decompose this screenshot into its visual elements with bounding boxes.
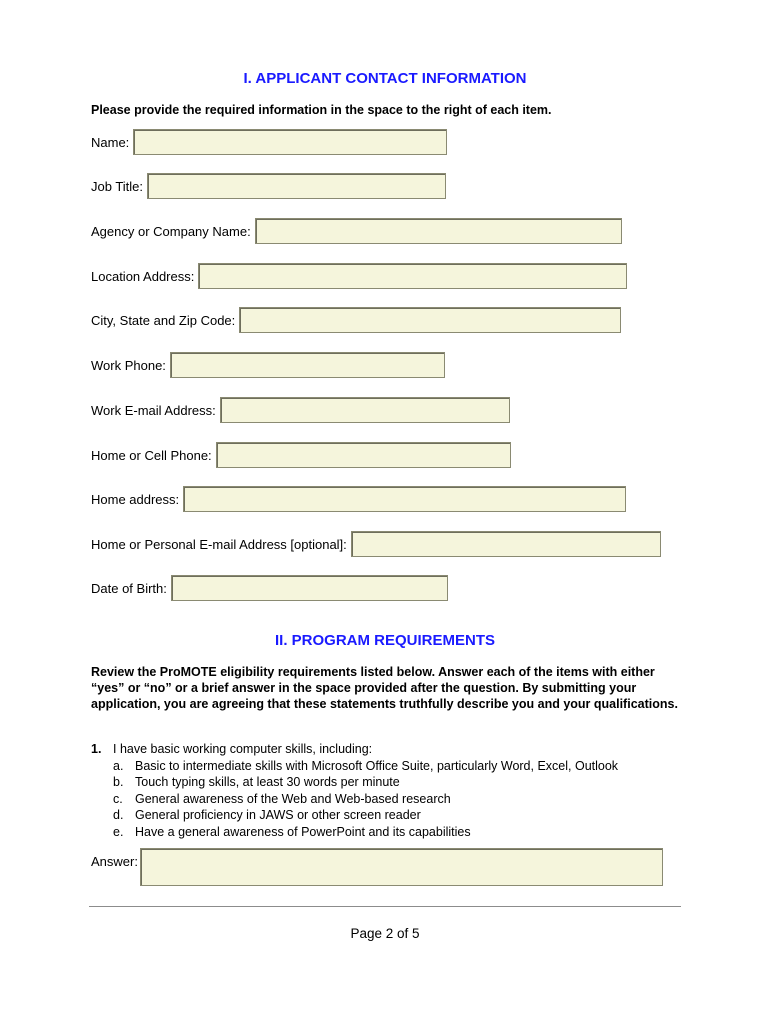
date-of-birth-row [91, 573, 448, 603]
list-item [113, 774, 618, 790]
location-address-row [91, 261, 627, 291]
company-row [91, 216, 622, 246]
city-state-zip-row [91, 305, 621, 335]
job-title-row [91, 171, 446, 201]
work-phone-field[interactable] [170, 352, 445, 378]
list-item [113, 824, 618, 840]
home-cell-phone-field[interactable] [216, 442, 511, 468]
footer-divider [89, 906, 681, 907]
home-cell-phone-label: Home or Cell Phone: [91, 447, 212, 463]
list-letter: b. [113, 775, 124, 790]
list-letter: c. [113, 791, 123, 806]
home-cell-phone-row [91, 440, 511, 470]
requirements-intro: Review the ProMOTE eligibility requirements listed below. Answer each of the items with either “yes” or “no” or a brief answer in the space provided after the question. By submitting your application, you are agreeing that these statements truthfully describe you and your qualifications. [91, 665, 678, 711]
company-field[interactable] [255, 218, 622, 244]
work-phone-row [91, 350, 445, 380]
work-email-label: Work E-mail Address: [91, 402, 216, 418]
work-phone-label: Work Phone: [91, 357, 166, 373]
name-row [91, 127, 447, 157]
section-heading-contact: I. APPLICANT CONTACT INFORMATION [243, 70, 527, 87]
list-item [113, 791, 618, 807]
list-text: General awareness of the Web and Web-based research [135, 791, 451, 806]
list-item [113, 807, 618, 823]
section-heading-requirements: II. PROGRAM REQUIREMENTS [274, 632, 495, 649]
answer-field[interactable] [140, 848, 663, 886]
requirement-item-1 [91, 742, 372, 756]
work-email-field[interactable] [220, 397, 510, 423]
list-letter: e. [113, 824, 124, 839]
list-text: Have a general awareness of PowerPoint and its capabilities [135, 824, 471, 839]
personal-email-label: Home or Personal E-mail Address [optional]: [91, 536, 347, 552]
personal-email-field[interactable] [351, 531, 661, 557]
location-address-field[interactable] [198, 263, 627, 289]
location-address-label: Location Address: [91, 268, 195, 284]
home-address-label: Home address: [91, 491, 180, 507]
work-email-row [91, 395, 510, 425]
answer-label: Answer: [91, 854, 138, 869]
answer-row [91, 848, 663, 886]
list-text: General proficiency in JAWS or other screen reader [135, 808, 421, 823]
list-letter: a. [113, 759, 124, 773]
page-number: Page 2 of 5 [350, 926, 420, 941]
city-state-zip-label: City, State and Zip Code: [91, 312, 236, 328]
city-state-zip-field[interactable] [239, 307, 621, 333]
contact-instructions: Please provide the required information in the space to the right of each item. [91, 103, 552, 117]
name-field[interactable] [133, 129, 447, 155]
job-title-field[interactable] [147, 173, 446, 199]
date-of-birth-field[interactable] [171, 575, 448, 601]
requirement-subitems [113, 758, 618, 840]
job-title-label: Job Title: [91, 178, 144, 194]
list-text: Touch typing skills, at least 30 words per minute [135, 775, 400, 790]
personal-email-row [91, 529, 661, 559]
name-label: Name: [91, 134, 130, 150]
list-letter: d. [113, 808, 124, 823]
list-item [113, 758, 618, 774]
home-address-row [91, 484, 626, 514]
item-text: I have basic working computer skills, including: [113, 742, 373, 756]
home-address-field[interactable] [183, 486, 626, 512]
date-of-birth-label: Date of Birth: [91, 580, 167, 596]
item-number: 1. [91, 742, 102, 756]
company-label: Agency or Company Name: [91, 223, 251, 239]
list-text: Basic to intermediate skills with Microsoft Office Suite, particularly Word, Excel, Outlook [135, 759, 619, 773]
